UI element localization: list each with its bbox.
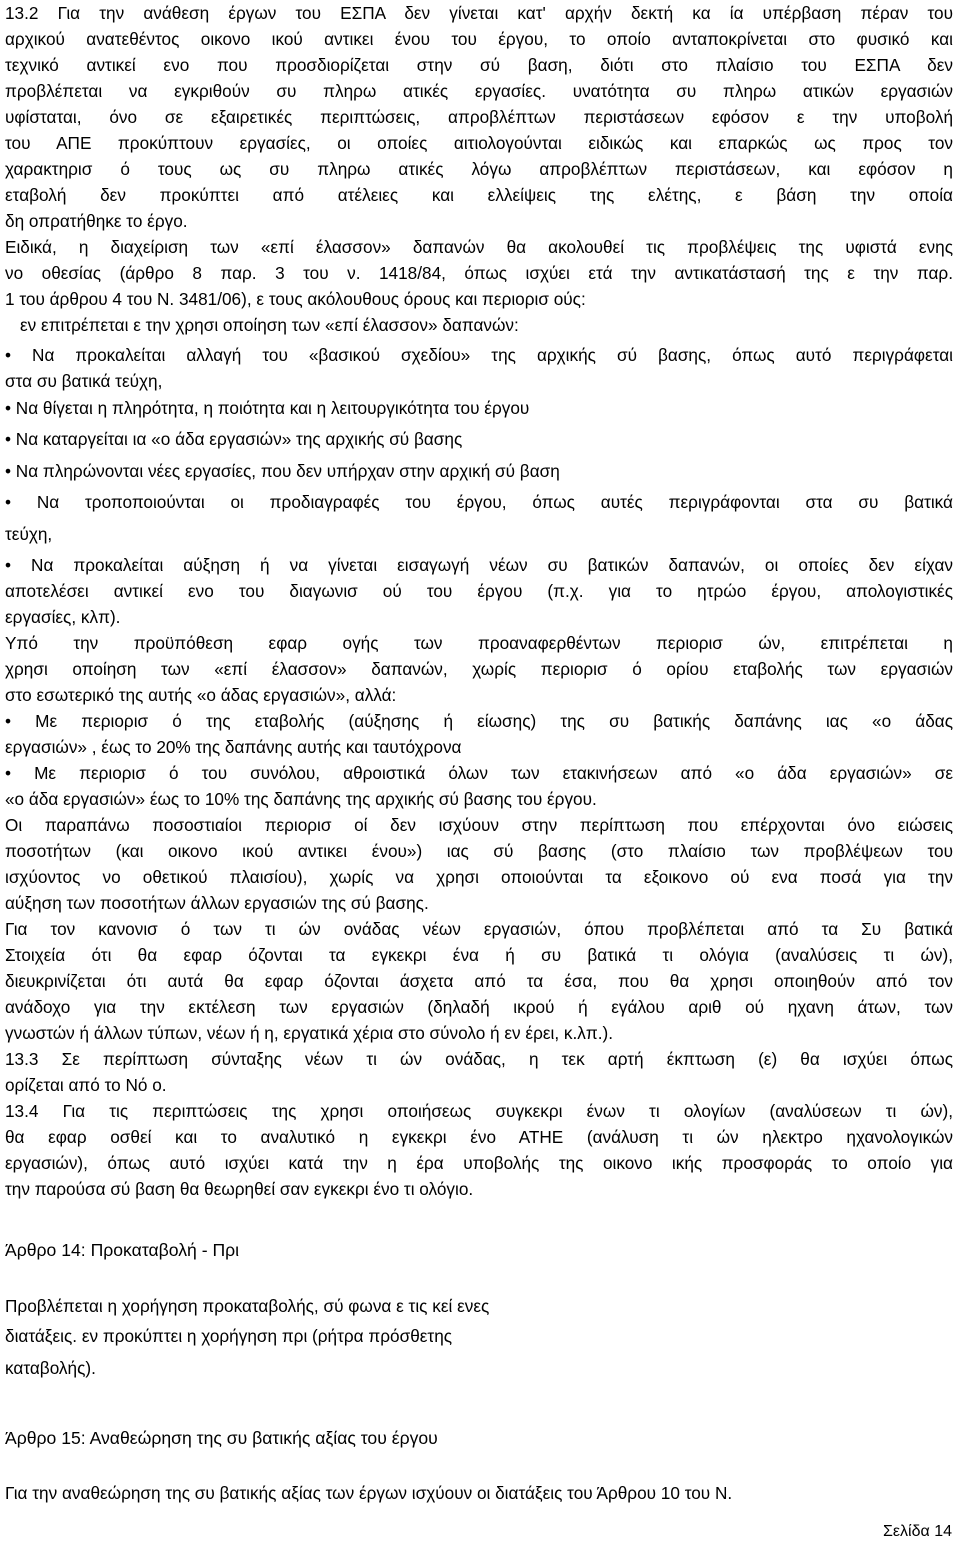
text-line: στο εσωτερικό της αυτής «ο άδας εργασιών», αλλά: [5, 685, 397, 705]
article-15-heading: Άρθρο 15: Αναθεώρηση της συ βατικής αξίας του έργου [5, 1428, 438, 1448]
page-number: Σελίδα 14 [883, 1523, 952, 1540]
text-line: αύξηση των ποσοτήτων άλλων εργασιών της σύ βασης. [5, 893, 429, 913]
text-line: 13.2 Για την ανάθεση έργων του ΕΣΠΑ δεν γίνεται κατ' αρχήν δεκτή κα ία υπέρβαση πέραν του [5, 3, 953, 23]
text-line: νο οθεσίας (άρθρο 8 παρ. 3 του ν. 1418/84, όπως ισχύει ετά την αντικατάστασή της ε την παρ. [5, 263, 953, 283]
bullet-item: • Να πληρώνονται νέες εργασίες, που δεν υπήρχαν στην αρχική σύ βαση [5, 461, 560, 481]
text-line: δη οπρατήθηκε το έργο. [5, 211, 188, 231]
text-line: αρχικού ανατεθέντος οικονο ικού αντικει ένου του έργου, το οποίο ανταποκρίνεται στο φυσικό και [5, 29, 953, 49]
text-line: διευκρινίζεται ότι αυτά θα εφαρ όζονται άσχετα από τα έσα, που θα χρησι οποιηθούν από τον [5, 971, 953, 991]
bullet-item: • Με περιορισ ό του συνόλου, αθροιστικά όλων των ετακινήσεων από «ο άδα εργασιών» σε [5, 763, 953, 783]
bullet-item: • Να προκαλείται αλλαγή του «βασικού σχεδίου» της αρχικής σύ βασης, όπως αυτό περιγράφεται [5, 345, 953, 365]
text-line: στα συ βατικά τεύχη, [5, 371, 163, 391]
text-line: αποτελέσει αντικεί ενο του διαγωνισ ού του έργου (π.χ. για το ητρώο έργου, απολογιστικές [5, 581, 953, 601]
text-line: υφίσταται, όνο σε εξαιρετικές περιπτώσεις, απροβλέπτων περιστάσεων εφόσον ε την υποβολή [5, 107, 953, 127]
text-line: Υπό την προϋπόθεση εφαρ ογής των προαναφερθέντων περιορισ ών, επιτρέπεται η [5, 633, 953, 653]
text-line: ορίζεται από το Νό ο. [5, 1075, 167, 1095]
text-line: καταβολής). [5, 1358, 96, 1378]
text-line: διατάξεις. εν προκύπτει η χορήγηση πρι (ρήτρα πρόσθετης [5, 1326, 453, 1346]
text-line: 13.4 Για τις περιπτώσεις της χρησι οποιήσεως συγκεκρι ένων τι ολογίων (αναλύσεων τι ών), [5, 1101, 953, 1121]
bullet-item: • Να θίγεται η πληρότητα, η ποιότητα και η λειτουργικότητα του έργου [5, 398, 530, 418]
text-line: του ΑΠΕ προκύπτουν εργασίες, οι οποίες αιτιολογούνται ειδικώς και επαρκώς ως προς τον [5, 133, 953, 153]
text-line: την παρούσα σύ βαση θα θεωρηθεί σαν εγκεκρι ένο τι ολόγιο. [5, 1179, 474, 1199]
text-line: τεχνικό αντικεί ενο που προσδιορίζεται στην σύ βαση, διότι στο πλαίσιο του ΕΣΠΑ δεν [5, 55, 953, 75]
text-line: 13.3 Σε περίπτωση σύνταξης νέων τι ών ονάδας, η τεκ αρτή έκπτωση (ε) θα ισχύει όπως [5, 1049, 953, 1069]
text-line: χαρακτηρισ ό τους ως συ πληρω ατικές λόγω απροβλέπτων περιστάσεων, και εφόσον η [5, 159, 953, 179]
text-line: χρησι οποίηση των «επί έλασσον» δαπανών, χωρίς περιορισ ό ορίου εταβολής των εργασιών [5, 659, 953, 679]
text-line: Οι παραπάνω ποσοστιαίοι περιορισ οί δεν ισχύουν στην περίπτωση που επέρχονται όνο ειώσεις [5, 815, 953, 835]
bullet-item: • Με περιορισ ό της εταβολής (αύξησης ή είωσης) της συ βατικής δαπάνης ιας «ο άδας [5, 711, 953, 731]
text-line: εργασιών» , έως το 20% της δαπάνης αυτής και ταυτόχρονα [5, 737, 462, 757]
text-line: προβλέπεται να εγκριθούν συ πληρω ατικές εργασίες. υνατότητα συ πληρω ατικών εργασιών [5, 81, 953, 101]
text-line: Ειδικά, η διαχείριση των «επί έλασσον» δαπανών θα ακολουθεί τις προβλέψεις της υφιστά ενης [5, 237, 953, 257]
text-line: Στοιχεία ότι θα εφαρ όζονται τα εγκεκρι ένα ή συ βατικά τι ολόγια (αναλύσεις τι ών), [5, 945, 953, 965]
text-line: θα εφαρ οσθεί και το αναλυτικό η εγκεκρι ένο ΑΤΗΕ (ανάλυση τι ών ηλεκτρο ηχανολογικών [5, 1127, 953, 1147]
text-line: Για την αναθεώρηση της συ βατικής αξίας των έργων ισχύουν οι διατάξεις του Άρθρου 10 του Ν. [5, 1483, 733, 1503]
bullet-item: • Να καταργείται ια «ο άδα εργασιών» της αρχικής σύ βασης [5, 429, 463, 449]
text-line: εν επιτρέπεται ε την χρησι οποίηση των «επί έλασσον» δαπανών: [20, 315, 519, 335]
text-line: ποσοτήτων (και οικονο ικού αντικει ένου») ιας σύ βασης (στο πλαίσιο των προβλέψεων του [5, 841, 953, 861]
text-line: Για τον κανονισ ό των τι ών ονάδας νέων εργασιών, όπου προβλέπεται από τα Συ βατικά [5, 919, 953, 939]
text-line: Προβλέπεται η χορήγηση προκαταβολής, σύ φωνα ε τις κεί ενες [5, 1296, 490, 1316]
text-line: 1 του άρθρου 4 του Ν. 3481/06), ε τους ακόλουθους όρους και περιορισ ούς: [5, 289, 586, 309]
bullet-item: • Να προκαλείται αύξηση ή να γίνεται εισαγωγή νέων συ βατικών δαπανών, οι οποίες δεν είχαν [5, 555, 953, 575]
text-line: γνωστών ή άλλων τύπων, νέων ή η, εργατικά χέρια στο σύνολο ή εν έρει, κ.λπ.). [5, 1023, 613, 1043]
text-line: εργασίες, κλπ). [5, 607, 121, 627]
text-line: ισχύοντος νο οθετικού πλαισίου), χωρίς να χρησι οποιούνται τα εξοικονο ού ενα ποσά για την [5, 867, 953, 887]
text-line: εταβολή δεν προκύπτει από ατέλειες και ελλείψεις της ελέτης, ε βάση την οποία [5, 185, 953, 205]
text-line: ανάδοχο για την εκτέλεση των εργασιών (δηλαδή ικρού ή εγάλου αριθ ού ηχανη άτων, των [5, 997, 953, 1017]
text-line: τεύχη, [5, 524, 53, 544]
text-line: «ο άδα εργασιών» έως το 10% της δαπάνης της αρχικής σύ βασης του έργου. [5, 789, 597, 809]
text-line: εργασιών), όπως αυτό ισχύει κατά την η έρα υποβολής της οικονο ικής προσφοράς το οποίο για [5, 1153, 953, 1173]
bullet-item: • Να τροποποιούνται οι προδιαγραφές του έργου, όπως αυτές περιγράφονται στα συ βατικά [5, 492, 953, 512]
article-14-heading: Άρθρο 14: Προκαταβολή - Πρι [5, 1240, 240, 1260]
